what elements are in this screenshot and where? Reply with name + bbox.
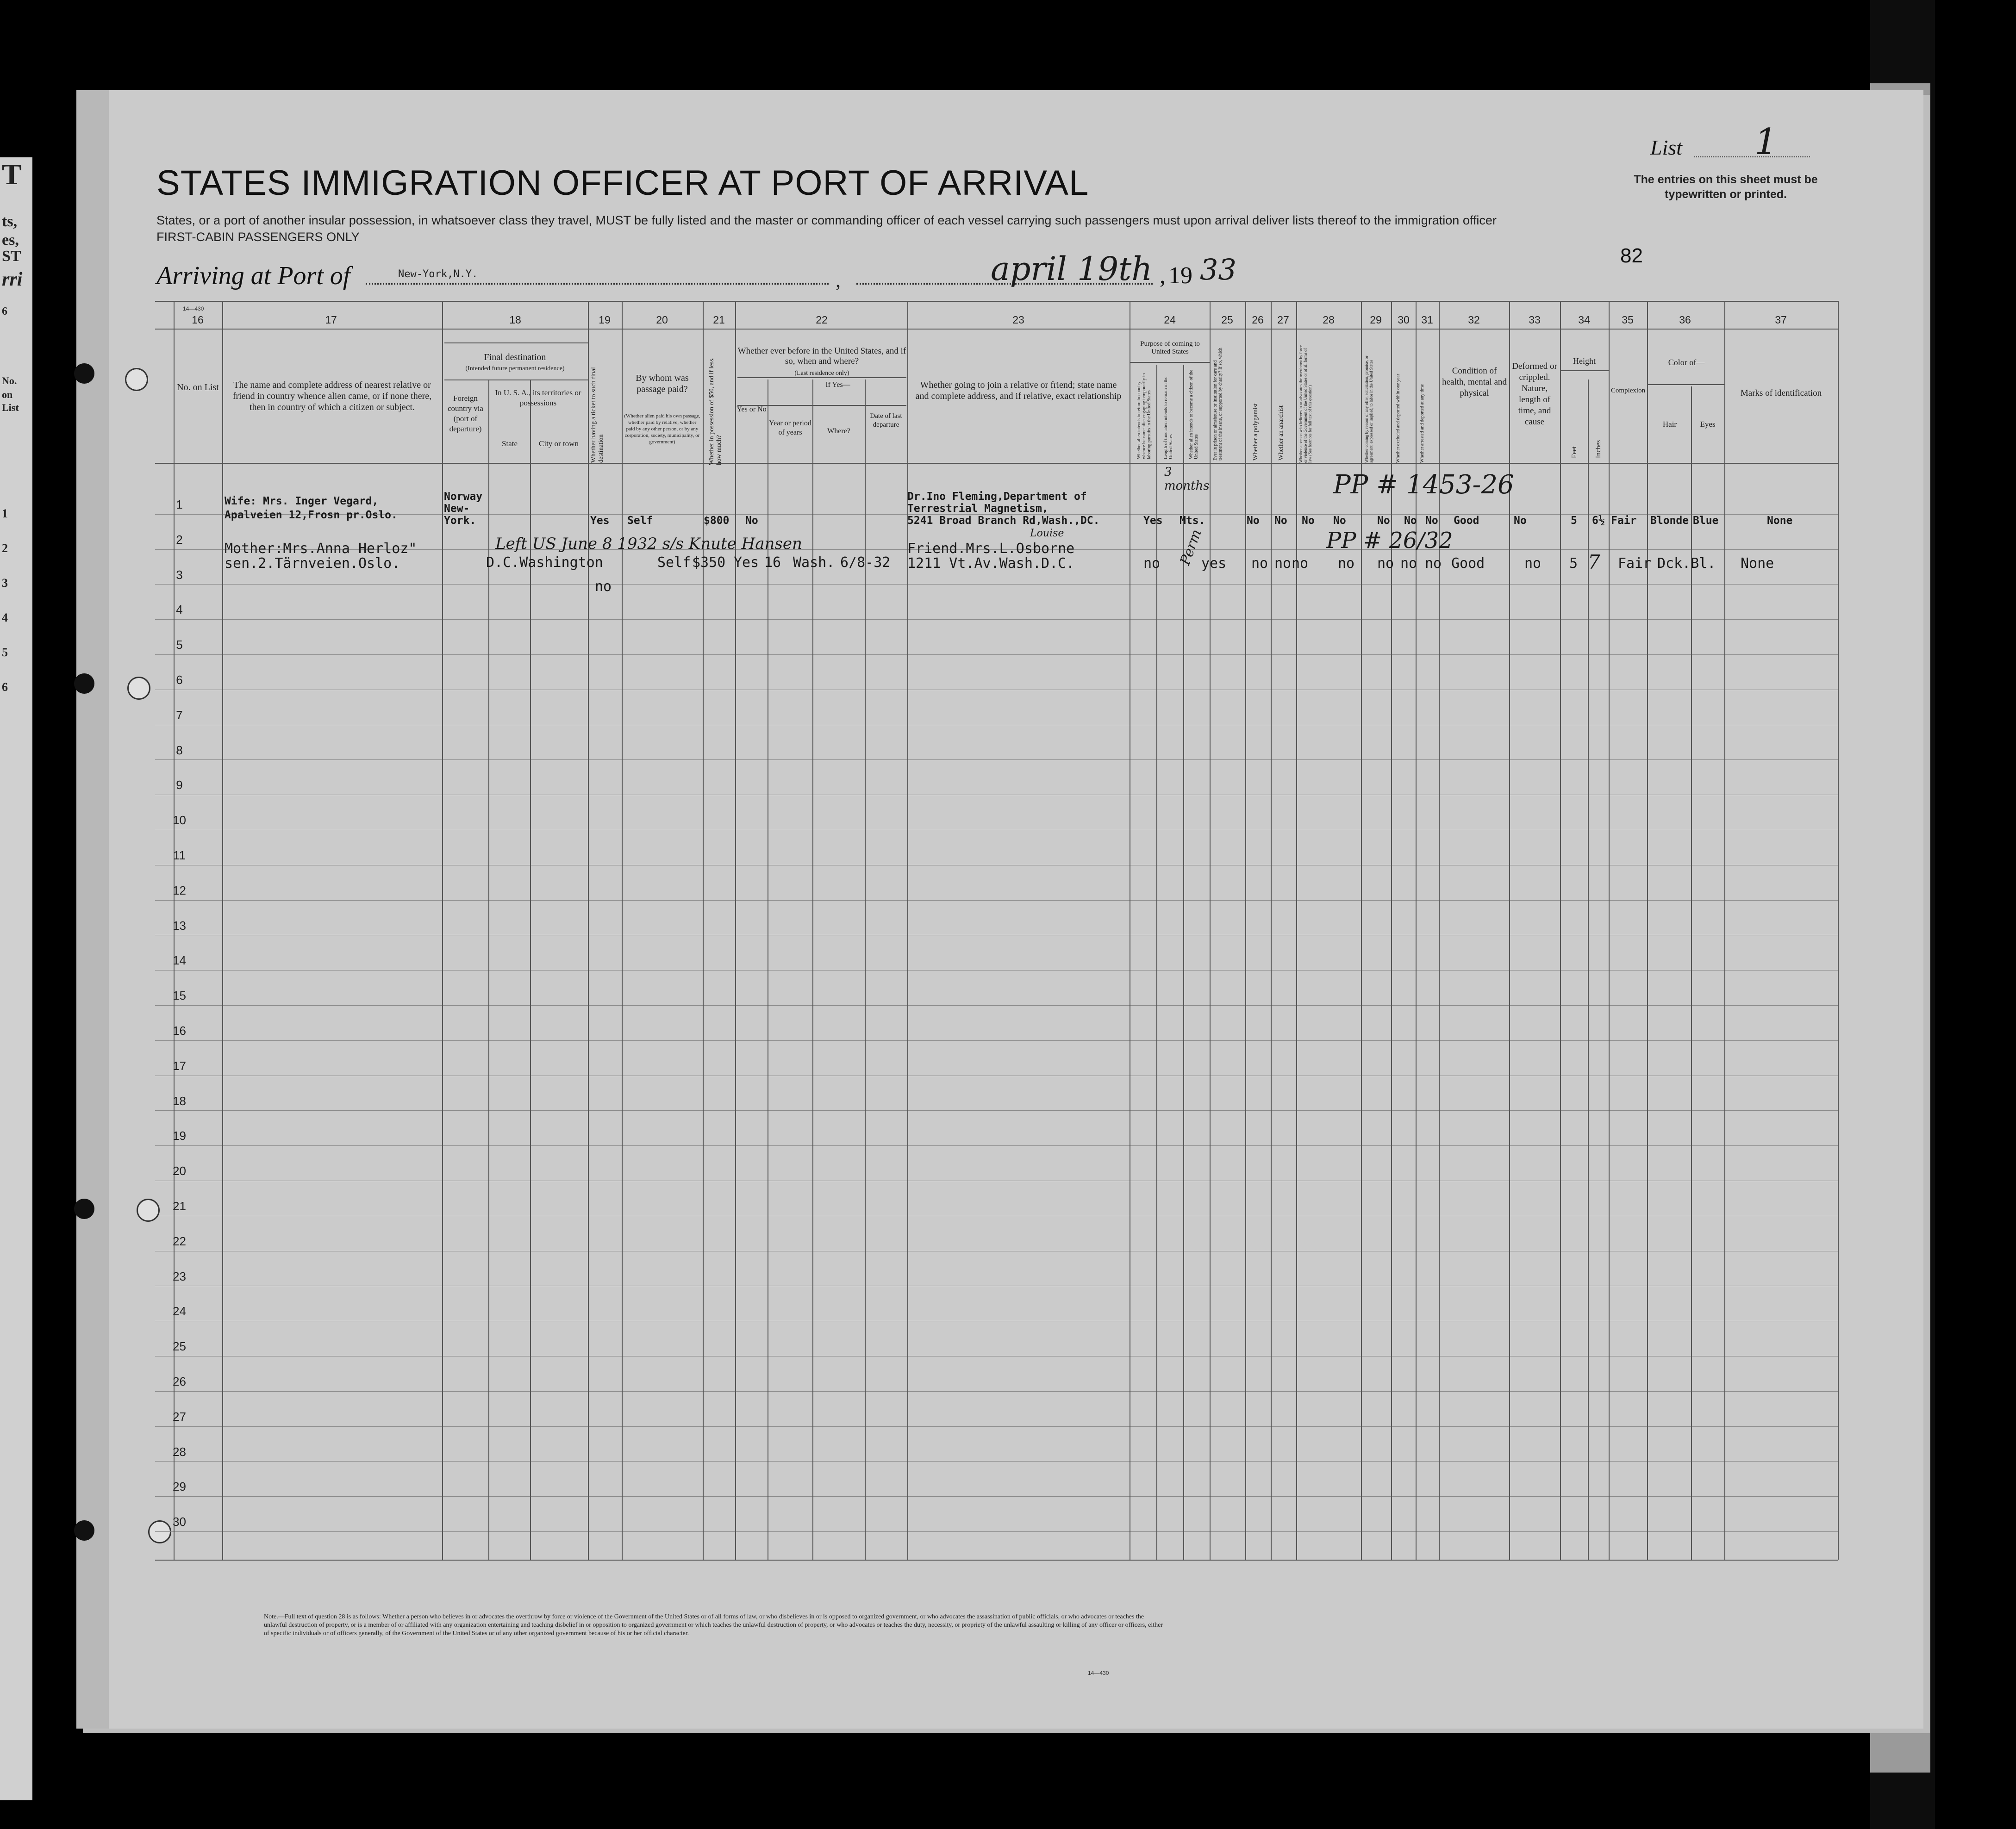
separator-comma: , — [836, 269, 841, 292]
row-number: 3 — [176, 567, 183, 582]
row-number: 13 — [173, 918, 186, 933]
header-polygamist: Whether a polygamist — [1252, 403, 1259, 460]
subtitle-line: FIRST-CABIN PASSENGERS ONLY — [156, 230, 360, 244]
column-number: 26 — [1252, 314, 1264, 326]
header-ticket: Whether having a ticket to such final destination — [590, 367, 605, 463]
header-yes-no: Yes or No — [736, 405, 767, 413]
column-number: 36 — [1679, 314, 1691, 326]
header-color-of: Color of— — [1668, 358, 1705, 367]
header-arrested: Whether arrested and deported at any time — [1420, 384, 1425, 463]
row2-polygamist: no — [1274, 555, 1292, 572]
column-number: 34 — [1578, 314, 1590, 326]
row1-money: $800 — [704, 515, 730, 527]
row1-labor-offer: No — [1377, 515, 1390, 527]
row-line — [155, 1145, 1838, 1146]
year-prefix: , 19 — [1160, 262, 1192, 289]
column-number: 28 — [1323, 314, 1335, 326]
row-line — [155, 1005, 1838, 1006]
row-line — [155, 1531, 1838, 1532]
margin-glyph: No. — [2, 375, 17, 386]
previous-page-strip — [0, 157, 32, 1800]
row-number: 24 — [173, 1304, 186, 1319]
column-number: 27 — [1277, 314, 1289, 326]
row2-excluded: no — [1400, 555, 1417, 572]
row2-arrested: no — [1425, 555, 1442, 572]
port-value: New-York,N.Y. — [398, 268, 478, 280]
arrival-date-handwritten: april 19th — [991, 250, 1153, 288]
footnote-question-28: Note.—Full text of question 28 is as follows: Whether a person who believes in or advocates the overthrow by force or violence of the Government of the United States or of all forms of law, or who disbelieves in or is opposed to organized government, or who advocates the assassination of public officials, or who advocates or teaches the unlawful destruction of property, or is a member of or affiliated with any organization entertaining and teaching disbelief in or opposition to organized government or which teaches the unlawful destruction of property, or who advocates or teaches the duty, necessity, or propriety of the unlawful assaulting or killing of any officer or officers, either of specific individuals or of officers generally, of the Government of the United States or of any other organized government because of his or her official character. — [264, 1613, 1163, 1637]
row-number: 4 — [176, 603, 183, 617]
row-number: 14 — [173, 953, 186, 968]
row2-years: 16 — [764, 554, 781, 571]
row1-marks: None — [1767, 515, 1793, 527]
row2-join-handwritten: Louise — [1030, 528, 1064, 539]
column-number: 17 — [325, 314, 337, 326]
row-line — [155, 1426, 1838, 1427]
row-number: 23 — [173, 1269, 186, 1283]
row-line — [155, 900, 1838, 901]
row-number: 9 — [176, 778, 183, 792]
column-number: 29 — [1370, 314, 1382, 326]
row1-arrested: No — [1425, 515, 1438, 527]
margin-glyph: 3 — [2, 576, 8, 590]
row1-hair: Blonde — [1650, 515, 1689, 527]
header-marks: Marks of identification — [1740, 388, 1822, 398]
list-number: 1 — [1754, 121, 1778, 163]
row1-polygamist: No — [1274, 515, 1287, 527]
header-excluded: Whether excluded and deported within one year — [1396, 373, 1401, 463]
row1-relative-line2: Apalveien 12,Frosn pr.Oslo. — [225, 509, 398, 521]
row1-purpose-return: Yes — [1143, 515, 1163, 527]
row-number: 25 — [173, 1339, 186, 1354]
row-number: 29 — [173, 1480, 186, 1494]
column-number: 18 — [509, 314, 521, 326]
row2-feet: 5 — [1569, 555, 1578, 572]
row1-institution: No — [1247, 515, 1260, 527]
footer-form-code: 14—430 — [1088, 1670, 1109, 1676]
grid-line — [155, 329, 1838, 330]
row2-marks: None — [1741, 555, 1774, 572]
row-number: 7 — [176, 708, 183, 722]
header-if-yes: If Yes— — [825, 381, 850, 389]
row2-overthrow: no — [1338, 555, 1355, 572]
column-number: 31 — [1421, 314, 1433, 326]
column-number: 19 — [599, 314, 611, 326]
row2-join-line1: Friend.Mrs.L.Osborne — [907, 541, 1075, 557]
form-number: 14—430 — [183, 305, 204, 312]
row2-purpose-return: no — [1143, 555, 1161, 572]
row1-annotation-handwritten: PP # 1453-26 — [1333, 470, 1514, 500]
row1-paid-by: Self — [627, 515, 653, 527]
margin-glyph: es, — [2, 231, 19, 249]
header-ever-before: Whether ever before in the United States, and if so, when and where? — [737, 346, 906, 366]
row1-feet: 5 — [1571, 515, 1577, 527]
header-purpose-return: Whether alien intends to return to country whence he came after engaging temporarily in laboring pursuits in the United States — [1136, 373, 1152, 459]
row2-ticket: no — [595, 579, 612, 595]
row1-purpose-length: Mts. — [1180, 515, 1205, 527]
row1-join-line2: Terrestrial Magnetism, — [907, 503, 1049, 515]
row1-health: Good — [1454, 515, 1479, 527]
margin-glyph: ST — [2, 248, 21, 265]
margin-glyph: 6 — [2, 305, 7, 317]
header-where: Where? — [827, 427, 850, 435]
row2-deformed: no — [1524, 555, 1542, 572]
header-health: Condition of health, mental and physical — [1442, 366, 1507, 398]
row2-health: Good — [1451, 555, 1485, 572]
row-number: 26 — [173, 1375, 186, 1388]
header-final-destination-note: (Intended future permanent residence) — [465, 365, 565, 372]
header-anarchist: Whether an anarchist — [1278, 405, 1285, 460]
row2-ever-before: Yes — [734, 554, 759, 571]
header-overthrow: Whether a person who believes in or advocates the overthrow by force or violence of the Government of the United States or of all forms of law (See footnote for full text of this question) — [1298, 345, 1312, 463]
year-handwritten: 33 — [1200, 253, 1236, 286]
column-number: 25 — [1221, 314, 1233, 326]
subtitle-line: States, or a port of another insular possession, in whatsoever class they travel, MUST be fully listed and the master or commanding officer of each vessel carrying such passengers must upon arrival deliver lists thereof to the immigration officer — [156, 213, 1497, 227]
row-number: 22 — [173, 1234, 186, 1248]
row-number: 6 — [176, 673, 183, 687]
margin-glyph: on — [2, 389, 13, 400]
row-line — [155, 1110, 1838, 1111]
margin-glyph: List — [2, 402, 19, 413]
header-year-period: Year or period of years — [769, 419, 811, 436]
row-number: 15 — [173, 989, 186, 1003]
row-number: 8 — [176, 743, 183, 757]
grid-line — [1130, 362, 1210, 363]
row2-institution: no — [1251, 555, 1268, 572]
grid-line — [155, 301, 1838, 302]
row-line — [155, 1496, 1838, 1497]
grid-line — [444, 379, 588, 380]
header-final-destination: Final destination — [484, 352, 546, 362]
row1-foreign-line3: York. — [444, 515, 476, 527]
row-number: 1 — [176, 498, 183, 511]
row1-anarchist: No — [1302, 515, 1315, 527]
row1-eyes: Blue — [1693, 515, 1719, 527]
grid-line — [737, 377, 906, 378]
sheet-number: 82 — [1620, 244, 1643, 267]
row-number: 28 — [173, 1444, 186, 1459]
row-number: 17 — [173, 1058, 186, 1073]
header-relative: The name and complete address of nearest relative or friend in country whence alien came, or if none there, then in country of which a citizen or subject. — [232, 380, 432, 412]
row-line — [155, 759, 1838, 760]
column-number: 16 — [192, 314, 204, 326]
header-feet: Feet — [1571, 446, 1578, 458]
row-line — [155, 1040, 1838, 1041]
row1-overthrow: No — [1333, 515, 1346, 527]
punch-hole — [125, 368, 148, 391]
margin-glyph: rri — [2, 269, 23, 290]
row-line — [155, 1461, 1838, 1462]
row2-relative-line1: Mother:Mrs.Anna Herloz" — [225, 541, 417, 557]
row2-complexion: Fair — [1618, 555, 1652, 572]
header-deformed: Deformed or crippled. Nature, length of time, and cause — [1512, 361, 1557, 427]
row2-city: D.C.Washington — [486, 554, 603, 571]
page-binding-edge — [76, 90, 109, 1729]
header-foreign-country: Foreign country via (port of departure) — [448, 394, 483, 433]
column-number: 35 — [1622, 314, 1634, 326]
punch-hole — [74, 363, 94, 384]
header-join-relative: Whether going to join a relative or friend; state name and complete address, and if relative, exact relationship — [915, 380, 1122, 401]
header-complexion: Complexion — [1610, 387, 1646, 394]
row-number: 5 — [176, 638, 183, 652]
row2-where: Wash. — [793, 554, 835, 571]
row1-deformed: No — [1514, 515, 1527, 527]
row2-paid-by: Self — [657, 554, 691, 571]
grid-line — [444, 342, 588, 343]
row1-join-line3: 5241 Broad Branch Rd,Wash.,DC. — [907, 515, 1100, 527]
margin-glyph: 6 — [2, 680, 8, 694]
row-line — [155, 619, 1838, 620]
column-number: 32 — [1468, 314, 1480, 326]
row-number: 20 — [173, 1164, 186, 1178]
row2-money: $350 — [692, 554, 726, 571]
row1-complexion: Fair — [1611, 515, 1637, 527]
row2-purpose-length-handwritten: Perm — [1177, 527, 1205, 567]
grid-line — [155, 1560, 1838, 1561]
punch-hole — [74, 673, 94, 694]
row-line — [155, 584, 1838, 585]
header-hair: Hair — [1662, 420, 1677, 429]
header-no-on-list: No. on List — [177, 382, 219, 392]
year-printed: 19 — [1168, 262, 1192, 289]
header-money: Whether in possession of $50, and if less, how much? — [708, 357, 723, 465]
header-state: State — [502, 439, 518, 448]
header-purpose-length: Length of time alien intends to remain in the United States — [1163, 376, 1173, 459]
entries-note: The entries on this sheet must be typewritten or printed. — [1634, 173, 1818, 201]
row2-join-line2: 1211 Vt.Av.Wash.D.C. — [907, 555, 1075, 572]
column-number: 33 — [1529, 314, 1541, 326]
margin-glyph: T — [2, 158, 22, 191]
margin-glyph: 4 — [2, 611, 8, 624]
header-labor-offer: Whether coming by reason of any offer, solicitation, promise, or agreement, expressed or implied, to labor in the United States — [1364, 355, 1373, 463]
port-underline — [366, 283, 829, 285]
column-number: 30 — [1398, 314, 1410, 326]
header-height: Height — [1573, 356, 1596, 366]
column-number: 22 — [816, 314, 828, 326]
row2-hair: Dck.Bl. — [1657, 555, 1716, 572]
row1-inches: 6½ — [1592, 515, 1605, 527]
header-date-last: Date of last departure — [870, 412, 902, 429]
list-underline — [1694, 156, 1810, 157]
header-inches: Inches — [1595, 440, 1602, 458]
page-title: STATES IMMIGRATION OFFICER AT PORT OF ARRIVAL — [156, 163, 1089, 203]
margin-glyph: ts, — [2, 213, 18, 230]
header-purpose: Purpose of coming to United States — [1140, 340, 1200, 355]
row1-purpose-length-handwritten: 3 months — [1164, 465, 1210, 493]
header-city: City or town — [539, 439, 579, 448]
manifest-table — [155, 301, 1838, 1560]
row1-ticket: Yes — [590, 515, 610, 527]
row1-foreign-line1: Norway — [444, 491, 483, 503]
row-number: 30 — [173, 1515, 186, 1529]
header-last-residence: (Last residence only) — [794, 370, 849, 377]
column-number: 24 — [1164, 314, 1176, 326]
header-purpose-citizen: Whether alien intends to become a citizen of the United States — [1189, 369, 1199, 459]
header-eyes: Eyes — [1700, 420, 1716, 429]
row-number: 18 — [173, 1094, 186, 1108]
row1-excluded: No — [1404, 515, 1417, 527]
grid-line — [1560, 370, 1609, 371]
margin-glyph: 5 — [2, 646, 8, 659]
page-subtitle — [156, 212, 1545, 245]
row1-ever-before: No — [745, 515, 758, 527]
column-number: 23 — [1012, 314, 1024, 326]
margin-glyph: 2 — [2, 541, 8, 555]
row2-handwritten-note: Left US June 8 1932 s/s Knute Hansen — [495, 535, 802, 553]
margin-glyph: 1 — [2, 507, 8, 520]
row2-date-last: 6/8-32 — [840, 554, 891, 571]
list-label: List — [1650, 136, 1683, 159]
header-in-usa: In U. S. A., its territories or possessions — [495, 388, 581, 407]
punch-hole — [74, 1199, 94, 1219]
row2-purpose-citizen: yes — [1201, 555, 1227, 572]
row2-relative-line2: sen.2.Tärnveien.Oslo. — [225, 555, 400, 572]
grid-line — [155, 463, 1838, 464]
row-number: 10 — [173, 813, 186, 827]
punch-hole — [127, 677, 150, 700]
row2-anarchist: no — [1292, 555, 1309, 572]
row2-annotation-handwritten: PP # 26/32 — [1326, 528, 1453, 554]
column-number: 21 — [713, 314, 725, 326]
row-number: 19 — [173, 1129, 186, 1143]
row1-relative-line1: Wife: Mrs. Inger Vegard, — [225, 495, 379, 507]
row-line — [155, 654, 1838, 655]
row-number: 11 — [173, 848, 186, 862]
row-number: 16 — [173, 1024, 186, 1038]
row-number: 27 — [173, 1409, 186, 1424]
row2-inches: 7 — [1588, 551, 1600, 573]
row-number: 2 — [176, 532, 183, 547]
row-number: 12 — [173, 883, 186, 897]
grid-line — [1647, 384, 1724, 385]
row-line — [155, 1391, 1838, 1392]
row-number: 21 — [173, 1199, 186, 1213]
header-by-whom: By whom was passage paid? — [636, 373, 689, 394]
row1-foreign-line2: New- — [444, 503, 470, 515]
arriving-label: Arriving at Port of — [156, 261, 350, 290]
column-number: 37 — [1775, 314, 1787, 326]
row1-join-line1: Dr.Ino Fleming,Department of — [907, 491, 1087, 503]
header-institution: Ever in prison or almshouse or institution for care and treatment of the insane, or supported by charity? If so, which — [1213, 348, 1223, 460]
column-number: 20 — [656, 314, 668, 326]
punch-hole — [74, 1520, 94, 1541]
row2-labor-offer: no — [1377, 555, 1394, 572]
header-by-whom-note: (Whether alien paid his own passage, whether paid by relative, whether paid by any other person, or by any corporation, society, municipality, or government) — [624, 413, 700, 445]
